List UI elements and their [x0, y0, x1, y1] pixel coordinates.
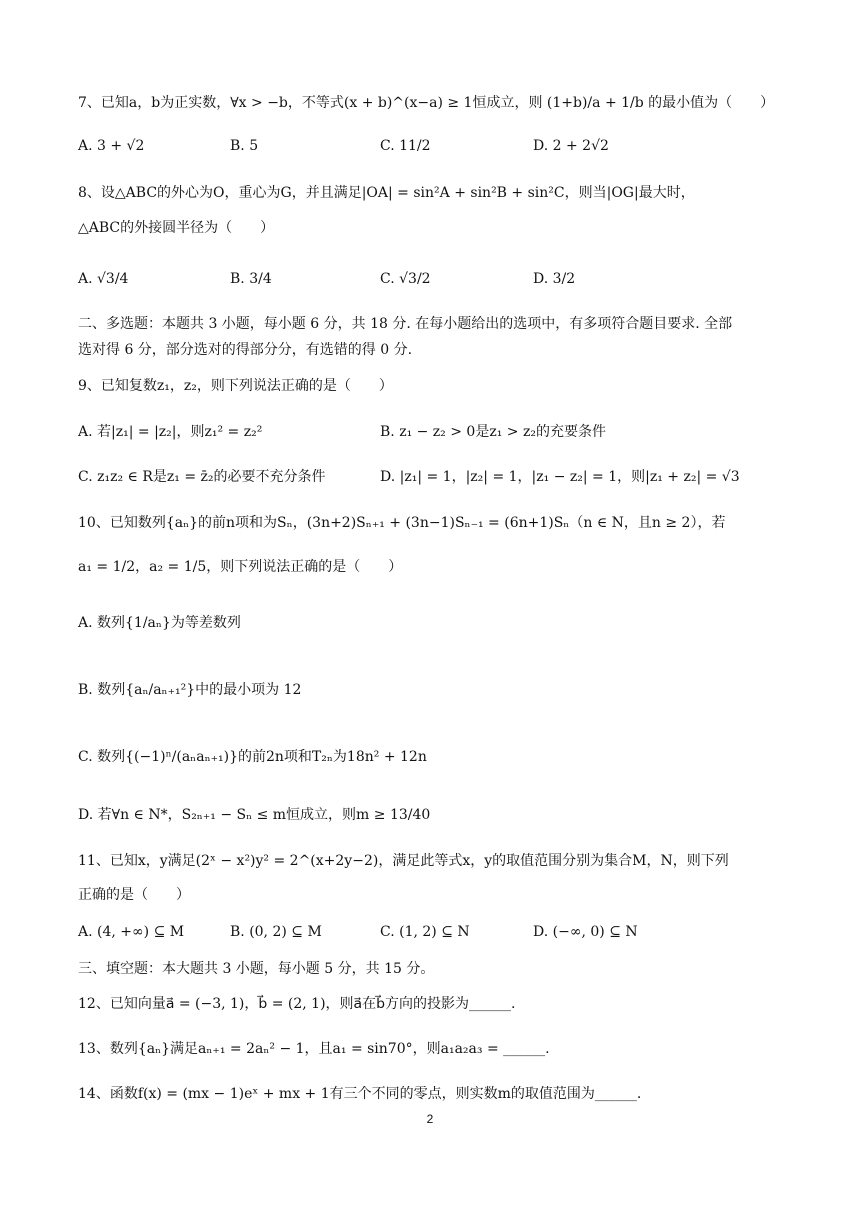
q7-option-a: A. 3 + √2 [78, 138, 145, 154]
question-10-stem-line2: a₁ = 1/2，a₂ = 1/5，则下列说法正确的是（ ） [78, 559, 403, 575]
question-8-options [78, 268, 798, 312]
q11-option-a: A. (4, +∞) ⊆ M [78, 924, 185, 940]
q7-option-c: C. 11/2 [380, 138, 431, 154]
q10-option-b: B. 数列{aₙ/aₙ₊₁²}中的最小项为 12 [78, 682, 302, 698]
q7-option-d: D. 2 + 2√2 [533, 138, 609, 154]
q11-option-b: B. (0, 2) ⊆ M [230, 924, 322, 940]
q9-option-c: C. z₁z₂ ∈ R是z₁ = z̄₂的必要不充分条件 [78, 469, 326, 485]
q8-option-a: A. √3/4 [78, 271, 129, 287]
q9-option-b: B. z₁ − z₂ > 0是z₁ > z₂的充要条件 [380, 424, 606, 440]
question-7-stem: 7、已知a，b为正实数，∀x > −b，不等式(x + b)^(x−a) ≥ 1恒成立，则 (1+b)/a + 1/b 的最小值为（ ） [78, 95, 775, 111]
q8-option-b: B. 3/4 [230, 271, 272, 287]
question-7-options [78, 135, 798, 179]
page-number: 2 [426, 1112, 434, 1126]
question-8-stem-line1: 8、设△ABC的外心为O，重心为G，并且满足|OA| = sin²A + sin²B + sin²C，则当|OG|最大时， [78, 185, 695, 201]
question-9-stem: 9、已知复数z₁，z₂，则下列说法正确的是（ ） [78, 378, 393, 394]
q10-option-d: D. 若∀n ∈ N*，S₂ₙ₊₁ − Sₙ ≤ m恒成立，则m ≥ 13/40 [78, 807, 431, 823]
q10-option-a: A. 数列{1/aₙ}为等差数列 [78, 615, 241, 631]
q10-option-c: C. 数列{(−1)ⁿ/(aₙaₙ₊₁)}的前2n项和T₂ₙ为18n² + 12n [78, 749, 427, 765]
question-12: 12、已知向量a⃗ = (−3, 1)，b⃗ = (2, 1)，则a⃗在b⃗方向的投影为______. [78, 996, 516, 1012]
q7-option-b: B. 5 [230, 138, 259, 154]
q11-option-d: D. (−∞, 0) ⊆ N [533, 924, 638, 940]
question-14: 14、函数f(x) = (mx − 1)eˣ + mx + 1有三个不同的零点，则实数m的取值范围为______. [78, 1086, 642, 1102]
question-10-stem-line1: 10、已知数列{aₙ}的前n项和为Sₙ，(3n+2)Sₙ₊₁ + (3n−1)Sₙ₋₁ = (6n+1)Sₙ（n ∈ N，且n ≥ 2），若 [78, 515, 726, 531]
q9-option-a: A. 若|z₁| = |z₂|，则z₁² = z₂² [78, 424, 263, 440]
question-11-stem-line2: 正确的是（ ） [78, 887, 190, 903]
q9-option-d: D. |z₁| = 1，|z₂| = 1，|z₁ − z₂| = 1，则|z₁ + z₂| = √3 [380, 469, 740, 485]
question-11-stem-line1: 11、已知x，y满足(2ˣ − x²)y² = 2^(x+2y−2)，满足此等式x，y的取值范围分别为集合M，N，则下列 [78, 853, 729, 869]
section-2-heading-line1: 二、多选题：本题共 3 小题，每小题 6 分，共 18 分. 在每小题给出的选项中，有多项符合题目要求. 全部 [78, 316, 733, 332]
q11-option-c: C. (1, 2) ⊆ N [380, 924, 470, 940]
question-13: 13、数列{aₙ}满足aₙ₊₁ = 2aₙ² − 1，且a₁ = sin70°，则a₁a₂a₃ = ______. [78, 1041, 550, 1057]
section-2-heading-line2: 选对得 6 分，部分选对的得部分分，有选错的得 0 分. [78, 342, 413, 358]
section-3-heading: 三、填空题：本大题共 3 小题，每小题 5 分，共 15 分。 [78, 961, 435, 977]
q8-option-d: D. 3/2 [533, 271, 576, 287]
q8-option-c: C. √3/2 [380, 271, 431, 287]
question-8-stem-line2: △ABC的外接圆半径为（ ） [78, 220, 275, 236]
